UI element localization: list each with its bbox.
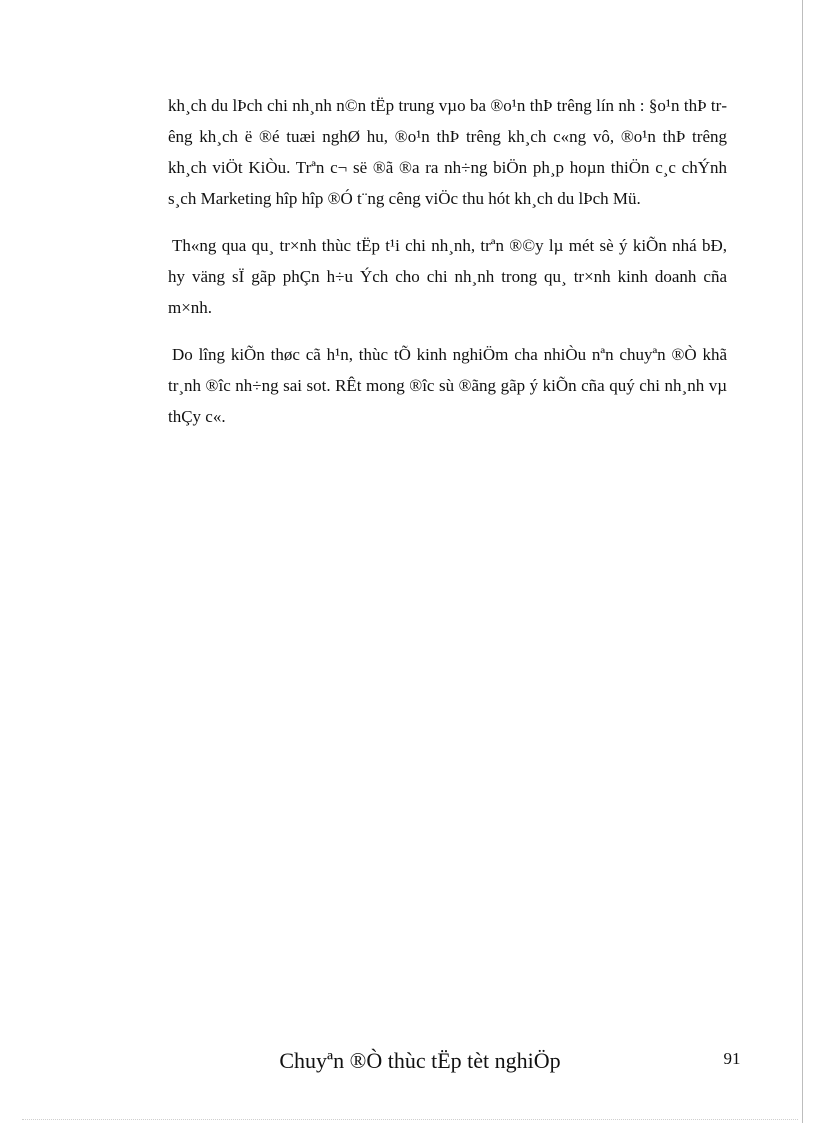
- page-number: 91: [723, 1049, 741, 1068]
- paragraph-2: Th«ng qua qu¸ tr×nh thùc tËp t¹i chi nh¸nh, trªn ®©y lµ mét sè ý kiÕn nhá bÐ, hy väng sÏ gãp phÇn h÷u Ých cho chi nh¸nh trong qu¸ tr×nh kinh doanh cña m×nh.: [168, 236, 727, 317]
- paragraph-3: Do lîng kiÕn thøc cã h¹n, thùc tÕ kinh nghiÖm cha nhiÒu nªn chuyªn ®Ò khã tr¸nh ®îc nh÷ng sai sot. RÊt mong ®îc sù ®ãng gãp ý kiÕn cña quý chi nh¸nh vµ thÇy c«.: [168, 345, 727, 426]
- body-text: [168, 90, 727, 448]
- bottom-page-border: [22, 1119, 798, 1120]
- paragraph-1: kh¸ch du lÞch chi nh¸nh n©n tËp trung vµo ba ®o¹n thÞ trêng lín nh : §o¹n thÞ trêng kh¸ch ë ®é tuæi nghØ hu, ®o¹n thÞ trêng kh¸ch c«ng vô, ®o¹n thÞ trêng kh¸ch viÖt KiÒu. Trªn c¬ së ®ã ®a ra nh÷ng biÖn ph¸p hoµn thiÖn c¸c chÝnh s¸ch Marketing hîp hîp ®Ó t¨ng cêng viÖc thu hót kh¸ch du lÞch Mü.: [168, 96, 727, 208]
- right-page-border: [802, 0, 803, 1123]
- footer-title: Chuyªn ®Ò thùc tËp tèt nghiÖp: [279, 1048, 561, 1073]
